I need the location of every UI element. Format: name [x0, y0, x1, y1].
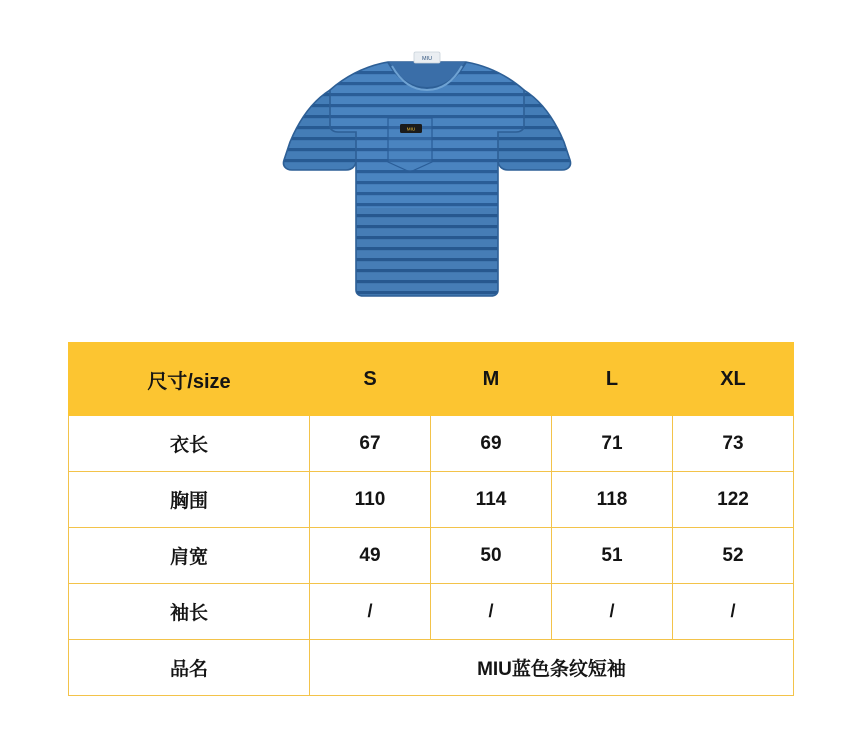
row-label-chest: 胸围 — [69, 472, 310, 528]
product-image-area — [0, 0, 861, 330]
cell-length-s: 67 — [310, 416, 431, 472]
cell-length-l: 71 — [552, 416, 673, 472]
row-label-length: 衣长 — [69, 416, 310, 472]
cell-chest-s: 110 — [310, 472, 431, 528]
cell-chest-m: 114 — [431, 472, 552, 528]
row-label-product-name: 品名 — [69, 640, 310, 696]
header-cell-size-label: 尺寸/size — [69, 343, 310, 416]
size-table-header — [69, 343, 794, 416]
table-header-row — [69, 343, 794, 416]
header-cell-m: M — [431, 343, 552, 416]
chest-pocket — [388, 118, 432, 172]
table-row — [69, 528, 794, 584]
cell-sleeve-m: / — [431, 584, 552, 640]
cell-product-name: MIU蓝色条纹短袖 — [310, 640, 794, 696]
table-row — [69, 584, 794, 640]
cell-sleeve-s: / — [310, 584, 431, 640]
cell-length-xl: 73 — [673, 416, 794, 472]
svg-text:MIU: MIU — [406, 126, 416, 132]
header-cell-s: S — [310, 343, 431, 416]
row-label-sleeve: 袖长 — [69, 584, 310, 640]
svg-text:MIU: MIU — [421, 56, 433, 62]
cell-shoulder-m: 50 — [431, 528, 552, 584]
cell-shoulder-s: 49 — [310, 528, 431, 584]
cell-chest-xl: 122 — [673, 472, 794, 528]
cell-shoulder-l: 51 — [552, 528, 673, 584]
header-cell-l: L — [552, 343, 673, 416]
size-table-container — [68, 342, 793, 696]
row-label-shoulder: 肩宽 — [69, 528, 310, 584]
size-table-body — [69, 416, 794, 696]
tshirt-svg — [262, 38, 592, 318]
header-cell-xl: XL — [673, 343, 794, 416]
table-row — [69, 472, 794, 528]
size-table — [68, 342, 794, 696]
cell-length-m: 69 — [431, 416, 552, 472]
cell-sleeve-l: / — [552, 584, 673, 640]
table-row — [69, 416, 794, 472]
cell-shoulder-xl: 52 — [673, 528, 794, 584]
cell-chest-l: 118 — [552, 472, 673, 528]
tshirt-illustration — [262, 38, 592, 318]
table-row-product-name — [69, 640, 794, 696]
neck-label — [414, 52, 440, 63]
cell-sleeve-xl: / — [673, 584, 794, 640]
